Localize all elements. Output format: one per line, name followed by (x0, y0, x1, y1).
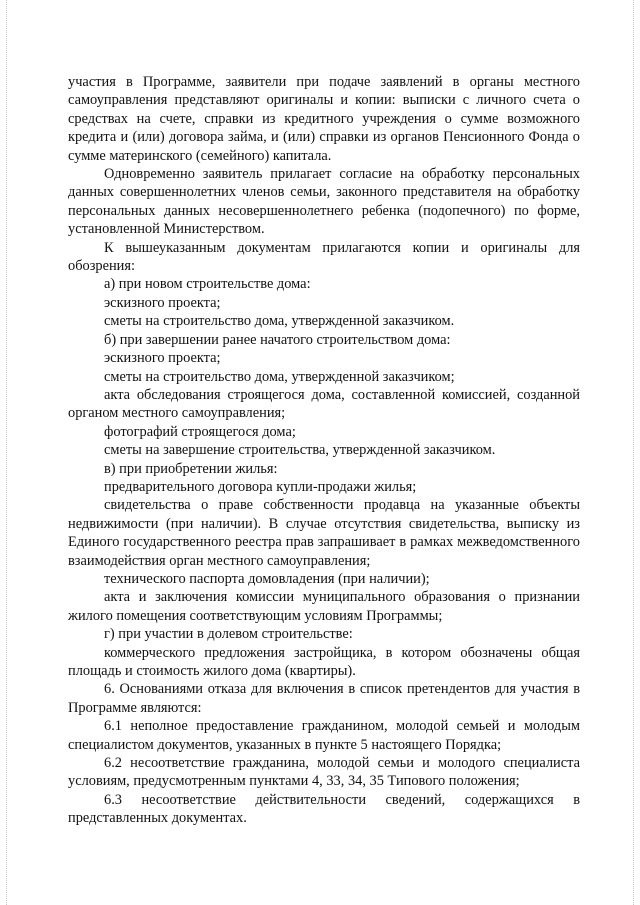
list-item: технического паспорта домовладения (при наличии); (104, 570, 430, 587)
list-item: г) при участии в долевом строительстве: (104, 626, 353, 643)
paragraph: К вышеуказанным документам прилагаются копии и оригиналы для обозрения: (68, 239, 580, 275)
paragraph: Одновременно заявитель прилагает согласие на обработку персональных данных совершеннолетних членов семьи, законного представителя на обработку персональных данных несовершеннолетнего ребенка (подопечного) по форме, установленной Министерством. (68, 166, 580, 238)
document-body (68, 73, 580, 828)
list-item: а) при новом строительстве дома: (104, 276, 311, 293)
list-item: сметы на завершение строительства, утвержденной заказчиком. (104, 442, 496, 459)
list-item: предварительного договора купли-продажи жилья; (104, 478, 417, 495)
section-paragraph: 6.3 несоответствие действительности сведений, содержащихся в представленных документах. (68, 791, 580, 827)
paragraph: участия в Программе, заявители при подаче заявлений в органы местного самоуправления представляют оригиналы и копии: выписки с личного счета о средствах на счете, справки из кредитного учреждения о сумме возможного кредита и (или) договора займа, и (или) справки из органов Пенсионного Фонда о сумме материнского (семейного) капитала. (68, 74, 580, 164)
list-item: эскизного проекта; (104, 294, 221, 311)
list-item: свидетельства о праве собственности продавца на указанные объекты недвижимости (при наличии). В случае отсутствия свидетельства, выписку из Единого государственного реестра прав запрашивает в рамках межведомственного взаимодействия орган местного самоуправления; (68, 497, 580, 569)
list-item: б) при завершении ранее начатого строительством дома: (104, 331, 451, 348)
scan-edge-right (633, 0, 634, 905)
list-item: эскизного проекта; (104, 350, 221, 367)
list-item: коммерческого предложения застройщика, в котором обозначены общая площадь и стоимость жилого дома (квартиры). (68, 644, 580, 679)
list-item: в) при приобретении жилья: (104, 460, 278, 477)
list-item: акта и заключения комиссии муниципального образования о признании жилого помещения соответствующим условиям Программы; (68, 589, 580, 624)
list-item: фотографий строящегося дома; (104, 423, 296, 440)
section-paragraph: 6.2 несоответствие гражданина, молодой семьи и молодого специалиста условиям, предусмотренным пунктами 4, 33, 34, 35 Типового положения; (68, 755, 580, 790)
list-item: сметы на строительство дома, утвержденной заказчиком; (104, 368, 455, 385)
scan-edge-left (6, 0, 7, 905)
list-item: акта обследования строящегося дома, составленной комиссией, созданной органом местного самоуправления; (68, 386, 580, 422)
section-paragraph: 6. Основаниями отказа для включения в список претендентов для участия в Программе являются: (68, 681, 580, 716)
section-paragraph: 6.1 неполное предоставление гражданином, молодой семьей и молодым специалистом документов, указанных в пункте 5 настоящего Порядка; (68, 718, 580, 753)
list-item: сметы на строительство дома, утвержденной заказчиком. (104, 313, 455, 330)
